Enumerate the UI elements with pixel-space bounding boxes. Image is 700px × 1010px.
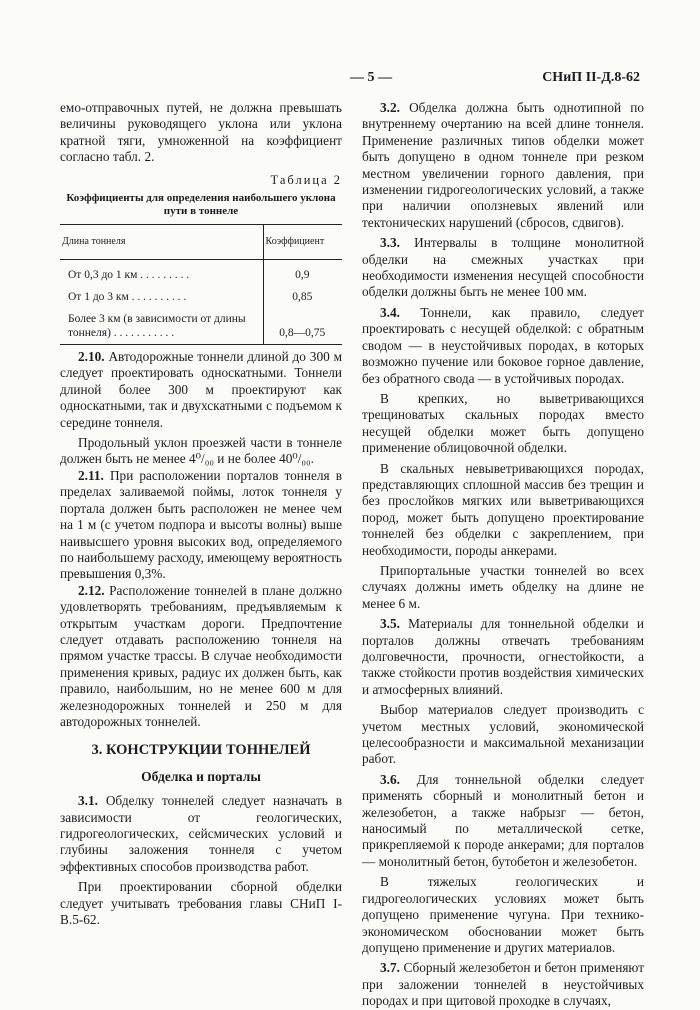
paragraph-3-3 bbox=[362, 235, 644, 301]
clause-number: 2.12. bbox=[78, 582, 105, 598]
clause-number: 3.5. bbox=[380, 616, 400, 632]
paragraph-3-4b: В крепких, но выветривающихся трещиноватых скальных породах вместо несущей обделки может быть допущено применение облицовочной обделки. bbox=[362, 390, 644, 456]
paragraph-2-12 bbox=[60, 583, 342, 731]
clause-text: Обделку тоннелей следует назначать в зависимости от геологических, гидрогеологических, сейсмических условий и глубины заложения тоннеля с учетом эффективных способов производства работ. bbox=[60, 793, 342, 874]
table-header-row bbox=[60, 225, 342, 260]
coefficient-table bbox=[60, 224, 342, 345]
paragraph-3-4d: Припортальные участки тоннелей во всех случаях должны иметь обделку на длине не менее 6 м. bbox=[362, 562, 644, 611]
section-title: 3. КОНСТРУКЦИИ ТОННЕЛЕЙ bbox=[91, 742, 311, 759]
clause-number: 3.1. bbox=[78, 793, 98, 809]
paragraph-3-7 bbox=[362, 960, 644, 1009]
clause-text: Расположение тоннелей в плане должно удовлетворять требованиям, предъявляемым к открытым участкам дороги. Предпочтение следует отдавать расположению тоннеля на прямом участке трассы. В случае необходимости применения кривых, радиус их должен быть, как правило, наибольшим, но не менее 600 м для железнодорожных тоннелей и 250 м для автодорожных тоннелей. bbox=[60, 582, 342, 729]
paragraph-3-4c: В скальных невыветривающихся породах, представляющих сплошной массив без трещин и без прослойков мягких или выветривающихся пород, может быть допущено проектирование тоннелей без обделки с закреплением, при необходимости, породы анкерами. bbox=[362, 460, 644, 558]
clause-text: Обделка должна быть однотипной по внутреннему очертанию на всей длине тоннеля. Применение различных типов обделки может быть допущено в одном тоннеле при резком местном увеличении горного давления, при изменении гидрогеологических условий, а также при наличии оползневых явлений или тектонических нарушений (сбросов, сдвигов). bbox=[362, 100, 644, 230]
clause-text: Интервалы в толщине монолитной обделки на смежных участках при необходимости изменения несущей способности обделки должны быть не менее 100 мм. bbox=[362, 235, 645, 300]
page-header bbox=[60, 70, 640, 90]
paragraph-continuation: емо-отправочных путей, не должна превышать величины руководящего уклона или уклона кратной тяги, умноженной на коэффициент согласно табл. 2. bbox=[60, 100, 342, 165]
paragraph-2-10b: Продольный уклон проезжей части в тоннеле должен быть не менее 4⁰/₀₀ и не более 40⁰/₀₀. bbox=[60, 435, 342, 467]
paragraph-3-2 bbox=[362, 100, 644, 231]
cell-length: Более 3 км (в зависимости от длины тоннеля) . . . . . . . . . . . bbox=[60, 308, 263, 345]
clause-number: 3.3. bbox=[380, 235, 400, 251]
clause-text: Автодорожные тоннели длиной до 300 м следует проектировать однoскатными. Тоннели длиной более 300 м проектируют как однoскатными, так и двухскатными с подъемом к середине тоннеля. bbox=[60, 349, 342, 430]
clause-text: Тоннели, как правило, следует проектировать с несущей обделкой: с обратным сводом — в неустойчивых породах, в которых возможно пучение или боковое горное давление, без обратного свода — в устойчивых породах. bbox=[362, 304, 644, 386]
right-column bbox=[362, 100, 644, 1010]
cell-length: От 1 до 3 км . . . . . . . . . . bbox=[68, 291, 187, 304]
paragraph-3-6 bbox=[362, 772, 644, 870]
table-row bbox=[60, 308, 342, 345]
cell-length: От 0,3 до 1 км . . . . . . . . . bbox=[68, 269, 190, 282]
clause-text: Для тоннельной обделки следует применять сборный и монолитный бетон и железобетон, а также набрызг — бетон, наносимый по металлической сетке, прикрепляемой к породе анкерами; для порталов — монолитный бетон, бутобетон и железобетон. bbox=[362, 771, 644, 869]
paragraph-3-5 bbox=[362, 616, 644, 698]
clause-number: 3.4. bbox=[380, 304, 400, 320]
clause-number: 3.6. bbox=[380, 771, 400, 787]
paragraph-3-4 bbox=[362, 305, 644, 387]
clause-number: 2.11. bbox=[78, 467, 104, 483]
table-row bbox=[60, 286, 342, 308]
page-number: — 5 — bbox=[350, 70, 392, 85]
table-row bbox=[60, 260, 342, 287]
clause-text: При расположении порталов тоннеля в пределах заливаемой поймы, лоток тоннеля у портала должен быть расположен не менее чем на 1 м (с учетом подпора и высоты волны) выше наивысшего уровня высоких вод, определяемого по наибольшему расходу, имеющему вероятность превышения 0,3%. bbox=[60, 467, 342, 582]
clause-text: Сборный железобетон и бетон применяют при заложении тоннелей в неустойчивых породах и при щитовой проходке в случаях, bbox=[362, 960, 645, 1009]
document-code: СНиП II-Д.8-62 bbox=[542, 70, 640, 85]
paragraph-3-5b: Выбор материалов следует производить с учетом местных условий, экономической целесообразности и максимальной механизации работ. bbox=[362, 702, 644, 767]
cell-coefficient: 0,85 bbox=[263, 286, 342, 308]
cell-coefficient: 0,8—0,75 bbox=[263, 308, 342, 345]
left-column bbox=[60, 100, 342, 928]
paragraph-2-10 bbox=[60, 349, 342, 431]
table-caption: Таблица 2 bbox=[270, 172, 342, 187]
clause-number: 2.10. bbox=[78, 349, 105, 365]
table-title: Коэффициенты для определения наибольшего уклона пути в тоннеле bbox=[66, 192, 336, 218]
paragraph-3-1b: При проектировании сборной обделки следует учитывать требования главы СНиП I-В.5-62. bbox=[60, 879, 342, 928]
paragraph-3-1 bbox=[60, 793, 342, 875]
paragraph-3-6b: В тяжелых геологических и гидрогеологических условиях может быть допущено применение чугуна. При технико-экономическом обосновании может быть допущено применение и других материалов. bbox=[362, 874, 644, 955]
paragraph-2-11 bbox=[60, 468, 342, 583]
clause-text: Материалы для тоннельной обделки и порталов должны отвечать требованиям долговечности, прочности, огнестойкости, а также стойкости против воздействия химических и атмосферных влияний. bbox=[362, 616, 644, 697]
column-header-coefficient: Коэффициент bbox=[263, 225, 342, 260]
subsection-title: Обделка и порталы bbox=[141, 768, 261, 784]
column-header-length: Длина тоннеля bbox=[60, 225, 263, 260]
cell-coefficient: 0,9 bbox=[263, 260, 342, 287]
clause-number: 3.7. bbox=[380, 960, 400, 976]
clause-number: 3.2. bbox=[380, 100, 400, 115]
